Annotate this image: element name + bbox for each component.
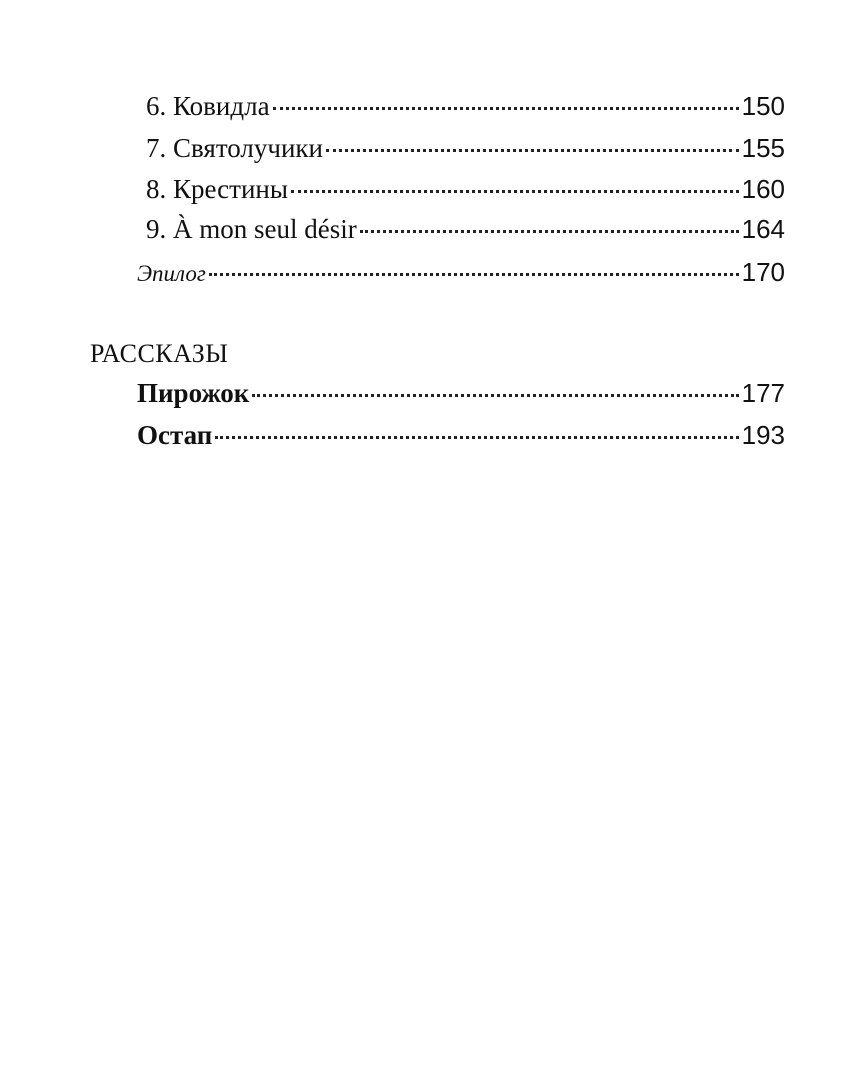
toc-dot-leader [215,436,738,439]
toc-entry-page-number: 150 [741,91,785,121]
toc-entry-title: 9. À mon seul désir [146,214,357,244]
toc-entry-page-number: 160 [741,174,785,204]
toc-entry-story-pirozhok [137,377,785,409]
toc-entry-page-number: 193 [741,420,785,450]
toc-entry-title: 6. Ковидла [146,91,270,121]
toc-entry-chapter-9 [146,213,785,245]
toc-dot-leader [273,107,739,110]
toc-entry-title: Пирожок [137,378,250,408]
toc-entry-title: Эпилог [137,261,206,286]
toc-dot-leader [326,149,739,152]
toc-entry-title: Остап [137,420,213,450]
toc-entry-story-ostap [137,419,785,451]
toc-dot-leader [360,230,739,233]
toc-entry-epilogue [137,256,785,290]
toc-entry-page-number: 155 [741,133,785,163]
toc-dot-leader [291,190,739,193]
toc-entry-chapter-8 [146,173,785,205]
toc-entry-page-number: 164 [741,214,785,244]
toc-entry-title: 7. Святолучики [146,133,323,163]
toc-entry-chapter-6 [146,90,785,122]
toc-dot-leader [209,273,739,276]
toc-dot-leader [252,394,738,397]
toc-entry-title: 8. Крестины [146,174,288,204]
toc-entry-page-number: 170 [741,257,785,287]
toc-entry-page-number: 177 [741,378,785,408]
section-heading-stories: РАССКАЗЫ [90,339,229,368]
toc-entry-chapter-7 [146,132,785,164]
